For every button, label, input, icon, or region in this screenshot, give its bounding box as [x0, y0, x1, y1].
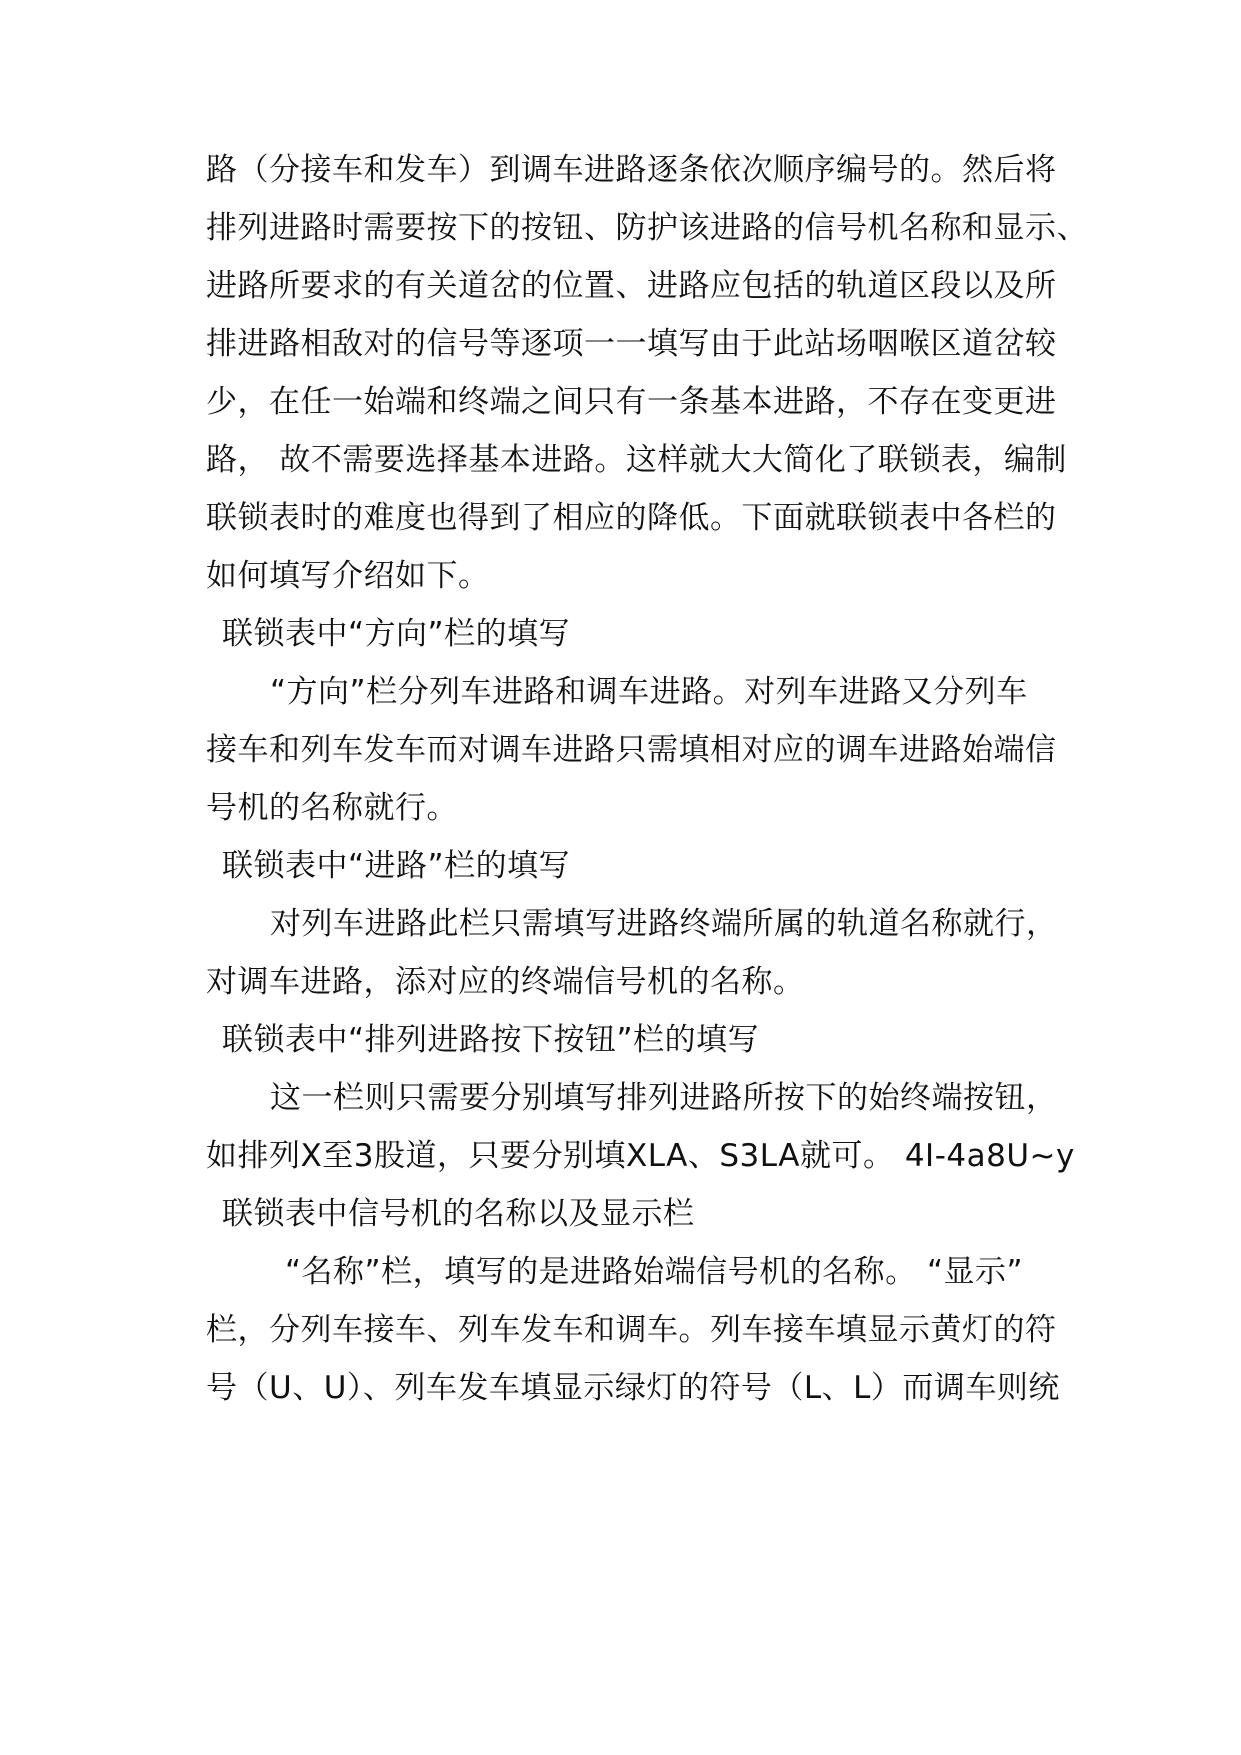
paragraph-line: 进路所要求的有关道岔的位置、进路应包括的轨道区段以及所 — [206, 268, 1057, 304]
paragraph-line: 这一栏则只需要分别填写排列进路所按下的始终端按钮， — [270, 1080, 1058, 1116]
paragraph-line: 对调车进路，添对应的终端信号机的名称。 — [206, 964, 805, 1000]
section-heading-direction: 联锁表中“方向”栏的填写 — [222, 616, 571, 652]
paragraph-line: 路（分接车和发车）到调车进路逐条依次顺序编号的。然后将 — [206, 152, 1057, 188]
paragraph-line: 路， 故不需要选择基本进路。这样就大大简化了联锁表，编制 — [206, 442, 1067, 478]
paragraph-line: 接车和列车发车而对调车进路只需填相对应的调车进路始端信 — [206, 732, 1057, 768]
paragraph-line: 排进路相敌对的信号等逐项一一填写由于此站场咽喉区道岔较 — [206, 326, 1057, 362]
section-heading-buttons: 联锁表中“排列进路按下按钮”栏的填写 — [222, 1022, 760, 1058]
paragraph-line: 号机的名称就行。 — [206, 790, 458, 826]
paragraph-line: 排列进路时需要按下的按钮、防护该进路的信号机名称和显示、 — [206, 210, 1088, 246]
paragraph-line: “方向”栏分列车进路和调车进路。对列车进路又分列车 — [270, 674, 1028, 710]
paragraph-line: 如何填写介绍如下。 — [206, 558, 490, 594]
paragraph-line: 联锁表时的难度也得到了相应的降低。下面就联锁表中各栏的 — [206, 500, 1057, 536]
paragraph-line: 号（U、U）、列车发车填显示绿灯的符号（L、L）而调车则统 — [206, 1370, 1060, 1406]
paragraph-line: “名称”栏，填写的是进路始端信号机的名称。 “显示” — [285, 1254, 1024, 1290]
section-heading-route: 联锁表中“进路”栏的填写 — [222, 848, 571, 884]
section-heading-signal: 联锁表中信号机的名称以及显示栏 — [222, 1196, 695, 1232]
paragraph-line: 如排列X至3股道，只要分别填XLA、S3LA就可。 4I-4a8U~y — [206, 1138, 1075, 1174]
paragraph-line: 栏，分列车接车、列车发车和调车。列车接车填显示黄灯的符 — [206, 1312, 1057, 1348]
paragraph-line: 对列车进路此栏只需填写进路终端所属的轨道名称就行， — [270, 906, 1058, 942]
paragraph-line: 少，在任一始端和终端之间只有一条基本进路，不存在变更进 — [206, 384, 1057, 420]
